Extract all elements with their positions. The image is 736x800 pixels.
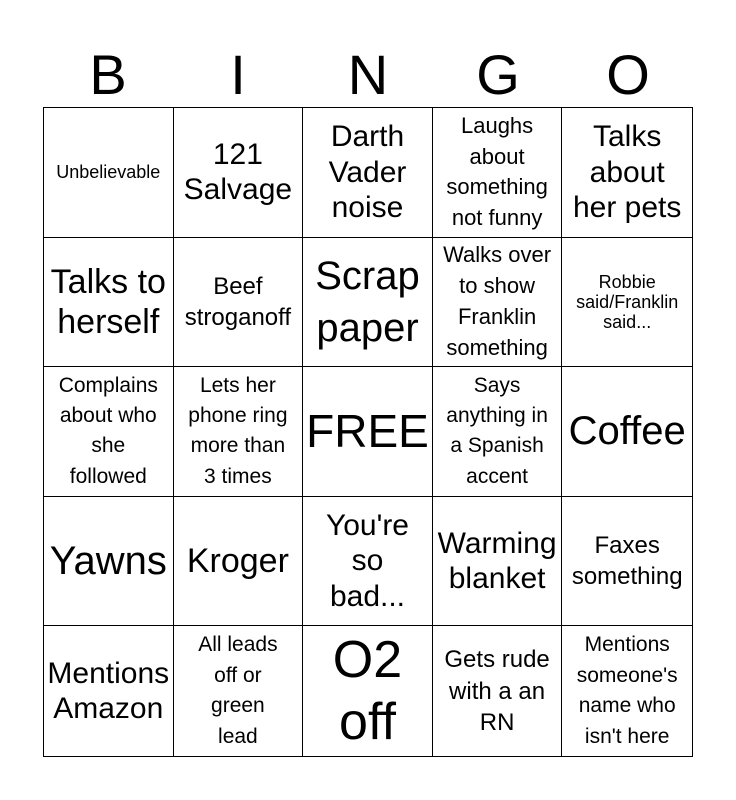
header-letter-g: G	[476, 43, 520, 106]
header-letter-b: B	[89, 43, 127, 106]
bingo-cell-r1c1[interactable]: Unbelievable	[44, 108, 174, 238]
bingo-cell-r2c2[interactable]: Beef stroganoff	[174, 238, 304, 368]
bingo-cell-r2c5[interactable]: Robbie said/Franklin said...	[562, 238, 692, 368]
bingo-cell-r2c3[interactable]: Scrap paper	[303, 238, 433, 368]
bingo-cell-r5c1[interactable]: Mentions Amazon	[44, 626, 174, 756]
header-letter-i: I	[230, 43, 246, 106]
bingo-cell-r4c1[interactable]: Yawns	[44, 497, 174, 627]
bingo-cell-r5c2[interactable]: All leads off or green lead	[174, 626, 304, 756]
bingo-card	[43, 107, 693, 757]
bingo-cell-r1c5[interactable]: Talks about her pets	[562, 108, 692, 238]
bingo-cell-r5c5[interactable]: Mentions someone's name who isn't here	[576, 633, 678, 748]
bingo-cell-r1c3[interactable]: Darth Vader noise	[303, 108, 433, 238]
bingo-cell-r2c1[interactable]: Talks to herself	[44, 238, 174, 368]
bingo-cell-r1c4[interactable]: Laughs about something not funny	[433, 108, 563, 238]
bingo-cell-r3c3-free[interactable]: FREE	[303, 367, 433, 497]
bingo-cell-r3c5[interactable]: Coffee	[562, 367, 692, 497]
bingo-cell-r3c1[interactable]: Complains about who she followed	[44, 367, 174, 497]
bingo-cell-r1c2[interactable]: 121 Salvage	[174, 108, 304, 238]
header-letter-o: O	[606, 43, 650, 106]
bingo-cell-r2c4[interactable]: Walks over to show Franklin something	[433, 238, 563, 368]
bingo-cell-r5c3[interactable]: O2 off	[303, 626, 433, 756]
bingo-cell-r4c4[interactable]: Warming blanket	[433, 497, 563, 627]
bingo-cell-r4c3[interactable]: You're so bad...	[303, 497, 433, 627]
bingo-cell-r3c2[interactable]: Lets her phone ring more than 3 times	[174, 367, 304, 497]
bingo-cell-r4c2[interactable]: Kroger	[174, 497, 304, 627]
bingo-header	[43, 44, 693, 106]
bingo-cell-r5c4[interactable]: Gets rude with a an RN	[433, 626, 563, 756]
header-letter-n: N	[347, 43, 389, 106]
bingo-cell-r3c4[interactable]: Says anything in a Spanish accent	[433, 367, 563, 497]
bingo-cell-r4c5[interactable]: Faxes something	[562, 497, 692, 627]
